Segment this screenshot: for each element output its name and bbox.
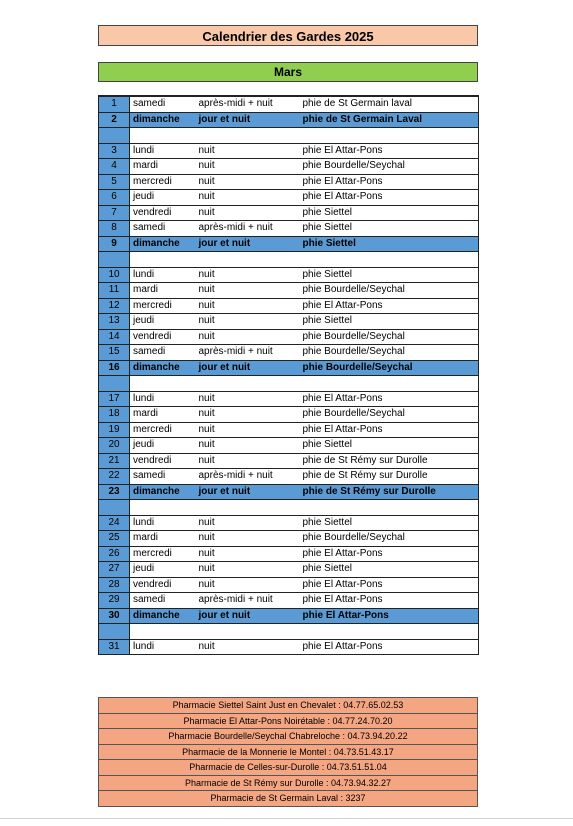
day-number: 12 xyxy=(99,298,130,314)
day-name: dimanche xyxy=(130,112,196,128)
day-name: samedi xyxy=(130,469,196,485)
guard-period: nuit xyxy=(196,422,300,438)
table-row xyxy=(99,407,479,423)
guard-period: nuit xyxy=(196,577,300,593)
calendar-table xyxy=(98,95,479,655)
pharmacy-name: phie de St Rémy sur Durolle xyxy=(300,484,479,500)
table-row xyxy=(99,345,479,361)
guard-period: jour et nuit xyxy=(196,360,300,376)
day-number: 9 xyxy=(99,236,130,252)
week-separator-row xyxy=(99,252,479,268)
guard-period: nuit xyxy=(196,453,300,469)
pharmacy-contact: Pharmacie de St Germain Laval : 3237 xyxy=(99,791,478,807)
guard-period: nuit xyxy=(196,159,300,175)
guard-period: nuit xyxy=(196,329,300,345)
table-row xyxy=(99,143,479,159)
pharmacy-name: phie Siettel xyxy=(300,562,479,578)
contact-row xyxy=(99,791,478,807)
day-number: 25 xyxy=(99,531,130,547)
pharmacy-name: phie El Attar-Pons xyxy=(300,639,479,655)
pharmacy-name: phie El Attar-Pons xyxy=(300,298,479,314)
day-name: dimanche xyxy=(130,360,196,376)
pharmacy-name: phie Siettel xyxy=(300,221,479,237)
day-name: lundi xyxy=(130,515,196,531)
pharmacy-name: phie Siettel xyxy=(300,314,479,330)
pharmacy-name: phie El Attar-Pons xyxy=(300,608,479,624)
day-name: dimanche xyxy=(130,484,196,500)
day-name: mardi xyxy=(130,531,196,547)
pharmacy-contact: Pharmacie El Attar-Pons Noirétable : 04.77.24.70.20 xyxy=(99,713,478,729)
guard-period: nuit xyxy=(196,298,300,314)
table-row xyxy=(99,546,479,562)
day-number: 26 xyxy=(99,546,130,562)
guard-period: jour et nuit xyxy=(196,484,300,500)
day-number: 23 xyxy=(99,484,130,500)
day-name: vendredi xyxy=(130,329,196,345)
guard-period: nuit xyxy=(196,531,300,547)
guard-period: après-midi + nuit xyxy=(196,221,300,237)
day-name: mercredi xyxy=(130,174,196,190)
guard-period: jour et nuit xyxy=(196,236,300,252)
guard-period: nuit xyxy=(196,391,300,407)
separator-cell xyxy=(99,376,130,392)
day-number: 4 xyxy=(99,159,130,175)
pharmacy-name: phie Bourdelle/Seychal xyxy=(300,159,479,175)
day-name: lundi xyxy=(130,391,196,407)
day-number: 8 xyxy=(99,221,130,237)
pharmacy-name: phie Bourdelle/Seychal xyxy=(300,283,479,299)
pharmacy-name: phie El Attar-Pons xyxy=(300,190,479,206)
table-row xyxy=(99,96,479,112)
day-name: dimanche xyxy=(130,236,196,252)
pharmacy-name: phie Bourdelle/Seychal xyxy=(300,345,479,361)
day-number: 18 xyxy=(99,407,130,423)
guard-period: nuit xyxy=(196,267,300,283)
day-name: mercredi xyxy=(130,422,196,438)
guard-period: nuit xyxy=(196,515,300,531)
table-row xyxy=(99,562,479,578)
day-number: 28 xyxy=(99,577,130,593)
day-number: 21 xyxy=(99,453,130,469)
day-name: samedi xyxy=(130,221,196,237)
sunday-row xyxy=(99,360,479,376)
day-name: samedi xyxy=(130,593,196,609)
table-row xyxy=(99,267,479,283)
pharmacy-name: phie Siettel xyxy=(300,515,479,531)
contact-row xyxy=(99,713,478,729)
table-row xyxy=(99,283,479,299)
contact-row xyxy=(99,760,478,776)
day-number: 1 xyxy=(99,96,130,112)
separator-cell xyxy=(130,128,479,144)
table-row xyxy=(99,174,479,190)
day-name: jeudi xyxy=(130,562,196,578)
guard-period: nuit xyxy=(196,283,300,299)
table-row xyxy=(99,314,479,330)
table-row xyxy=(99,453,479,469)
day-number: 17 xyxy=(99,391,130,407)
day-name: jeudi xyxy=(130,438,196,454)
table-row xyxy=(99,469,479,485)
pharmacy-name: phie Siettel xyxy=(300,267,479,283)
day-number: 11 xyxy=(99,283,130,299)
pharmacy-name: phie de St Germain laval xyxy=(300,96,479,112)
table-row xyxy=(99,205,479,221)
day-number: 13 xyxy=(99,314,130,330)
contact-row xyxy=(99,775,478,791)
contact-row xyxy=(99,744,478,760)
guard-period: après-midi + nuit xyxy=(196,593,300,609)
day-number: 7 xyxy=(99,205,130,221)
pharmacy-name: phie Bourdelle/Seychal xyxy=(300,360,479,376)
day-number: 19 xyxy=(99,422,130,438)
day-number: 15 xyxy=(99,345,130,361)
page-title: Calendrier des Gardes 2025 xyxy=(98,25,478,46)
pharmacy-name: phie El Attar-Pons xyxy=(300,546,479,562)
day-number: 5 xyxy=(99,174,130,190)
contact-row xyxy=(99,698,478,714)
sunday-row xyxy=(99,112,479,128)
guard-period: après-midi + nuit xyxy=(196,96,300,112)
pharmacy-contact: Pharmacie de Celles-sur-Durolle : 04.73.51.51.04 xyxy=(99,760,478,776)
separator-cell xyxy=(99,252,130,268)
day-number: 10 xyxy=(99,267,130,283)
pharmacy-name: phie Bourdelle/Seychal xyxy=(300,531,479,547)
table-row xyxy=(99,329,479,345)
guard-period: nuit xyxy=(196,407,300,423)
guard-period: nuit xyxy=(196,190,300,206)
day-number: 22 xyxy=(99,469,130,485)
day-number: 6 xyxy=(99,190,130,206)
day-name: dimanche xyxy=(130,608,196,624)
sunday-row xyxy=(99,484,479,500)
pharmacy-contact: Pharmacie de la Monnerie le Montel : 04.73.51.43.17 xyxy=(99,744,478,760)
guard-period: jour et nuit xyxy=(196,608,300,624)
table-row xyxy=(99,190,479,206)
table-row xyxy=(99,221,479,237)
table-row xyxy=(99,515,479,531)
day-name: vendredi xyxy=(130,205,196,221)
day-name: vendredi xyxy=(130,453,196,469)
day-name: mardi xyxy=(130,283,196,299)
day-number: 29 xyxy=(99,593,130,609)
pharmacy-name: phie El Attar-Pons xyxy=(300,593,479,609)
guard-period: après-midi + nuit xyxy=(196,345,300,361)
separator-cell xyxy=(130,252,479,268)
day-name: lundi xyxy=(130,639,196,655)
separator-cell xyxy=(130,500,479,516)
table-row xyxy=(99,159,479,175)
guard-period: nuit xyxy=(196,205,300,221)
pharmacy-name: phie El Attar-Pons xyxy=(300,174,479,190)
separator-cell xyxy=(99,128,130,144)
separator-cell xyxy=(99,624,130,640)
guard-period: nuit xyxy=(196,639,300,655)
day-name: lundi xyxy=(130,267,196,283)
pharmacy-name: phie Siettel xyxy=(300,438,479,454)
pharmacy-name: phie El Attar-Pons xyxy=(300,391,479,407)
guard-period: nuit xyxy=(196,174,300,190)
day-number: 20 xyxy=(99,438,130,454)
guard-period: jour et nuit xyxy=(196,112,300,128)
day-name: vendredi xyxy=(130,577,196,593)
sunday-row xyxy=(99,236,479,252)
guard-period: après-midi + nuit xyxy=(196,469,300,485)
day-number: 2 xyxy=(99,112,130,128)
week-separator-row xyxy=(99,500,479,516)
day-name: mardi xyxy=(130,159,196,175)
pharmacy-contact: Pharmacie Siettel Saint Just en Chevalet : 04.77.65.02.53 xyxy=(99,698,478,714)
pharmacy-name: phie Siettel xyxy=(300,205,479,221)
guard-period: nuit xyxy=(196,143,300,159)
day-name: lundi xyxy=(130,143,196,159)
day-number: 3 xyxy=(99,143,130,159)
pharmacy-name: phie El Attar-Pons xyxy=(300,143,479,159)
day-name: mercredi xyxy=(130,546,196,562)
day-name: jeudi xyxy=(130,314,196,330)
day-number: 27 xyxy=(99,562,130,578)
separator-cell xyxy=(130,376,479,392)
day-name: mardi xyxy=(130,407,196,423)
guard-period: nuit xyxy=(196,562,300,578)
page-divider xyxy=(0,818,573,819)
week-separator-row xyxy=(99,376,479,392)
pharmacy-name: phie Siettel xyxy=(300,236,479,252)
guard-period: nuit xyxy=(196,314,300,330)
table-row xyxy=(99,298,479,314)
separator-cell xyxy=(130,624,479,640)
day-number: 30 xyxy=(99,608,130,624)
guard-period: nuit xyxy=(196,546,300,562)
pharmacy-name: phie Bourdelle/Seychal xyxy=(300,329,479,345)
day-name: samedi xyxy=(130,345,196,361)
pharmacy-name: phie de St Rémy sur Durolle xyxy=(300,453,479,469)
day-name: mercredi xyxy=(130,298,196,314)
day-name: samedi xyxy=(130,96,196,112)
pharmacy-contact: Pharmacie de St Rémy sur Durolle : 04.73.94.32.27 xyxy=(99,775,478,791)
table-row xyxy=(99,531,479,547)
table-row xyxy=(99,593,479,609)
pharmacy-name: phie Bourdelle/Seychal xyxy=(300,407,479,423)
pharmacy-name: phie El Attar-Pons xyxy=(300,577,479,593)
pharmacy-name: phie de St Rémy sur Durolle xyxy=(300,469,479,485)
table-row xyxy=(99,438,479,454)
table-row xyxy=(99,422,479,438)
pharmacy-name: phie El Attar-Pons xyxy=(300,422,479,438)
day-number: 24 xyxy=(99,515,130,531)
week-separator-row xyxy=(99,128,479,144)
table-row xyxy=(99,639,479,655)
table-row xyxy=(99,577,479,593)
pharmacy-contacts-table xyxy=(98,697,478,807)
month-header: Mars xyxy=(98,62,478,82)
separator-cell xyxy=(99,500,130,516)
contact-row xyxy=(99,729,478,745)
day-number: 14 xyxy=(99,329,130,345)
day-name: jeudi xyxy=(130,190,196,206)
pharmacy-contact: Pharmacie Bourdelle/Seychal Chabreloche : 04.73.94.20.22 xyxy=(99,729,478,745)
day-number: 16 xyxy=(99,360,130,376)
pharmacy-name: phie de St Germain Laval xyxy=(300,112,479,128)
week-separator-row xyxy=(99,624,479,640)
day-number: 31 xyxy=(99,639,130,655)
guard-period: nuit xyxy=(196,438,300,454)
table-row xyxy=(99,391,479,407)
sunday-row xyxy=(99,608,479,624)
